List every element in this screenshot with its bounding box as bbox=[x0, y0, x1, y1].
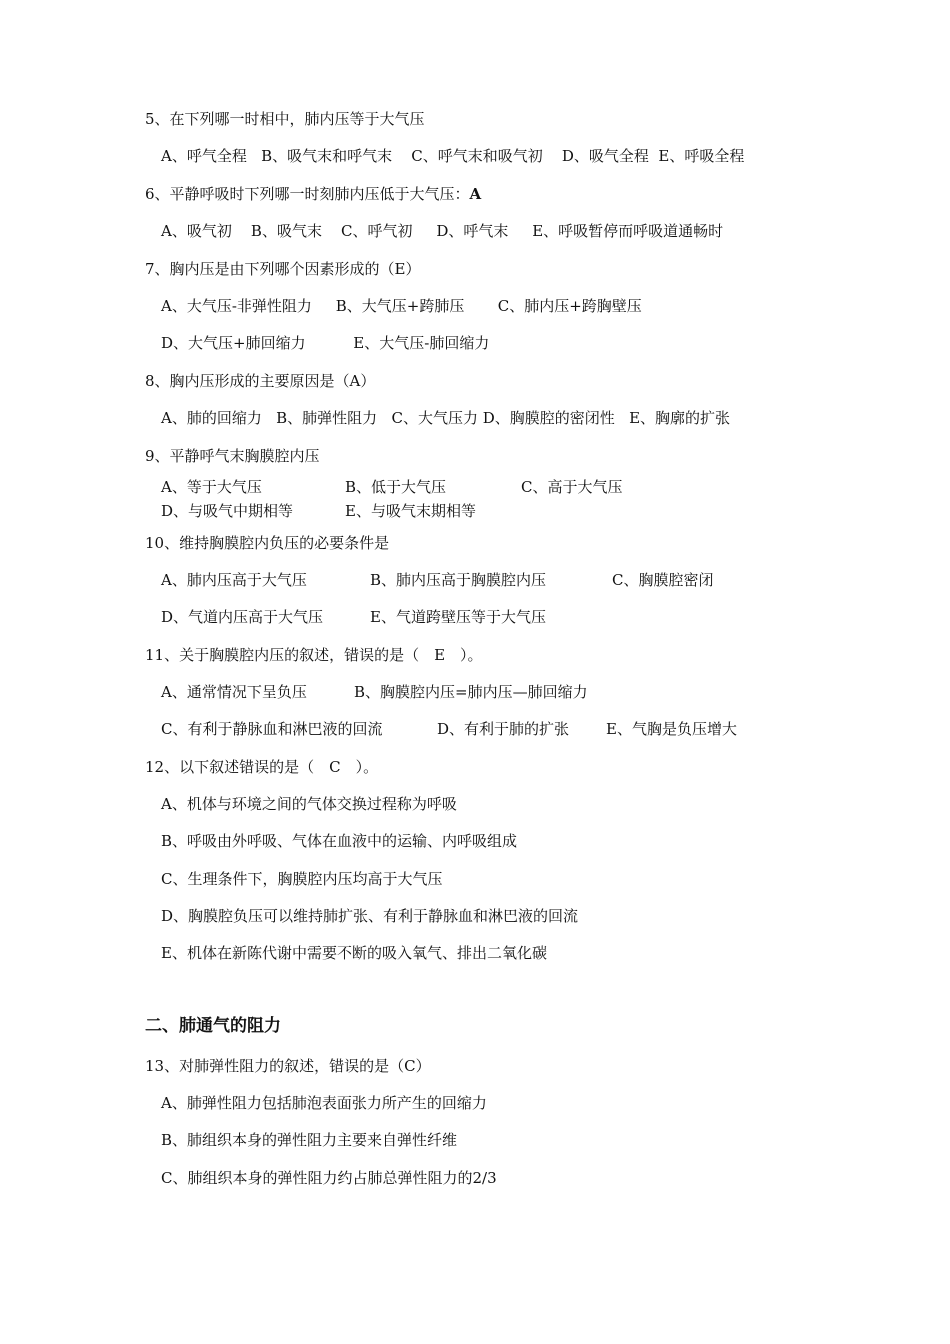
question-9-stem: 9、平静呼气末胸膜腔内压 bbox=[145, 447, 320, 465]
option-a: A、吸气初 bbox=[161, 222, 232, 240]
option-d: D、胸膜腔的密闭性 bbox=[482, 409, 615, 427]
question-5-stem: 5、在下列哪一时相中，肺内压等于大气压 bbox=[145, 110, 425, 128]
question-6-stem bbox=[145, 184, 481, 204]
option-b: B、肺内压高于胸膜腔内压 bbox=[370, 571, 547, 589]
question-7-options-row1 bbox=[161, 296, 642, 316]
option-e: E、与吸气末期相等 bbox=[345, 502, 476, 520]
option-e: E、机体在新陈代谢中需要不断的吸入氧气、排出二氧化碳 bbox=[161, 944, 547, 962]
option-e: E、气胸是负压增大 bbox=[606, 720, 737, 738]
option-b: B、呼吸由外呼吸、气体在血液中的运输、内呼吸组成 bbox=[161, 832, 518, 850]
option-e: E、呼吸暂停而呼吸道通畅时 bbox=[532, 222, 724, 240]
option-e: E、气道跨壁压等于大气压 bbox=[370, 608, 546, 626]
option-d: D、气道内压高于大气压 bbox=[161, 608, 324, 626]
option-d: D、与吸气中期相等 bbox=[161, 502, 294, 520]
question-8-stem: 8、胸内压形成的主要原因是（A） bbox=[145, 372, 376, 390]
option-d: D、胸膜腔负压可以维持肺扩张、有利于静脉血和淋巴液的回流 bbox=[161, 907, 579, 925]
option-c: C、有利于静脉血和淋巴液的回流 bbox=[161, 720, 383, 738]
option-a: A、呼气全程 bbox=[161, 147, 247, 165]
option-b: B、吸气末 bbox=[250, 222, 322, 240]
option-e: E、胸廓的扩张 bbox=[629, 409, 731, 427]
option-a: A、等于大气压 bbox=[161, 478, 262, 496]
option-e: E、呼吸全程 bbox=[658, 147, 745, 165]
question-7-stem: 7、胸内压是由下列哪个因素形成的（E） bbox=[145, 260, 421, 278]
option-a: A、肺的回缩力 bbox=[161, 409, 262, 427]
option-b: B、胸膜腔内压=肺内压—肺回缩力 bbox=[354, 683, 588, 701]
question-7-options-row2 bbox=[161, 333, 489, 353]
option-c: C、呼气初 bbox=[341, 222, 413, 240]
answer: A bbox=[469, 185, 482, 203]
option-d: D、大气压+肺回缩力 bbox=[161, 334, 306, 352]
option-a: A、肺内压高于大气压 bbox=[161, 571, 307, 589]
option-a: A、通常情况下呈负压 bbox=[161, 683, 307, 701]
stem-text: 6、平静呼吸时下列哪一时刻肺内压低于大气压： bbox=[145, 185, 470, 203]
question-8-options bbox=[161, 408, 730, 428]
question-13-stem: 13、对肺弹性阻力的叙述，错误的是（C） bbox=[145, 1057, 431, 1075]
option-c: C、呼气末和吸气初 bbox=[411, 147, 543, 165]
option-d: D、吸气全程 bbox=[561, 147, 649, 165]
option-b: B、肺弹性阻力 bbox=[276, 409, 378, 427]
question-10-stem: 10、维持胸膜腔内负压的必要条件是 bbox=[145, 534, 390, 552]
option-c: C、生理条件下，胸膜腔内压均高于大气压 bbox=[161, 870, 443, 888]
option-d: D、有利于肺的扩张 bbox=[437, 720, 570, 738]
option-e: E、大气压-肺回缩力 bbox=[353, 334, 490, 352]
option-a: A、大气压-非弹性阻力 bbox=[161, 297, 312, 315]
option-b: B、吸气末和呼气末 bbox=[261, 147, 393, 165]
option-d: D、呼气末 bbox=[436, 222, 509, 240]
option-a: A、肺弹性阻力包括肺泡表面张力所产生的回缩力 bbox=[161, 1094, 487, 1112]
option-c: C、肺组织本身的弹性阻力约占肺总弹性阻力的2/3 bbox=[161, 1169, 497, 1187]
question-6-options bbox=[161, 221, 723, 241]
option-c: C、胸膜腔密闭 bbox=[612, 571, 714, 589]
option-b: B、低于大气压 bbox=[345, 478, 447, 496]
option-b: B、肺组织本身的弹性阻力主要来自弹性纤维 bbox=[161, 1131, 458, 1149]
option-c: C、高于大气压 bbox=[521, 478, 623, 496]
option-b: B、大气压+跨肺压 bbox=[335, 297, 465, 315]
option-c: C、肺内压+跨胸壁压 bbox=[497, 297, 642, 315]
option-c: C、大气压力 bbox=[391, 409, 478, 427]
question-5-options bbox=[161, 146, 744, 166]
section-heading: 二、肺通气的阻力 bbox=[145, 1016, 281, 1036]
question-11-stem: 11、关于胸膜腔内压的叙述，错误的是（ E ）。 bbox=[145, 646, 483, 664]
option-a: A、机体与环境之间的气体交换过程称为呼吸 bbox=[161, 795, 457, 813]
question-12-stem: 12、以下叙述错误的是（ C ）。 bbox=[145, 758, 379, 776]
